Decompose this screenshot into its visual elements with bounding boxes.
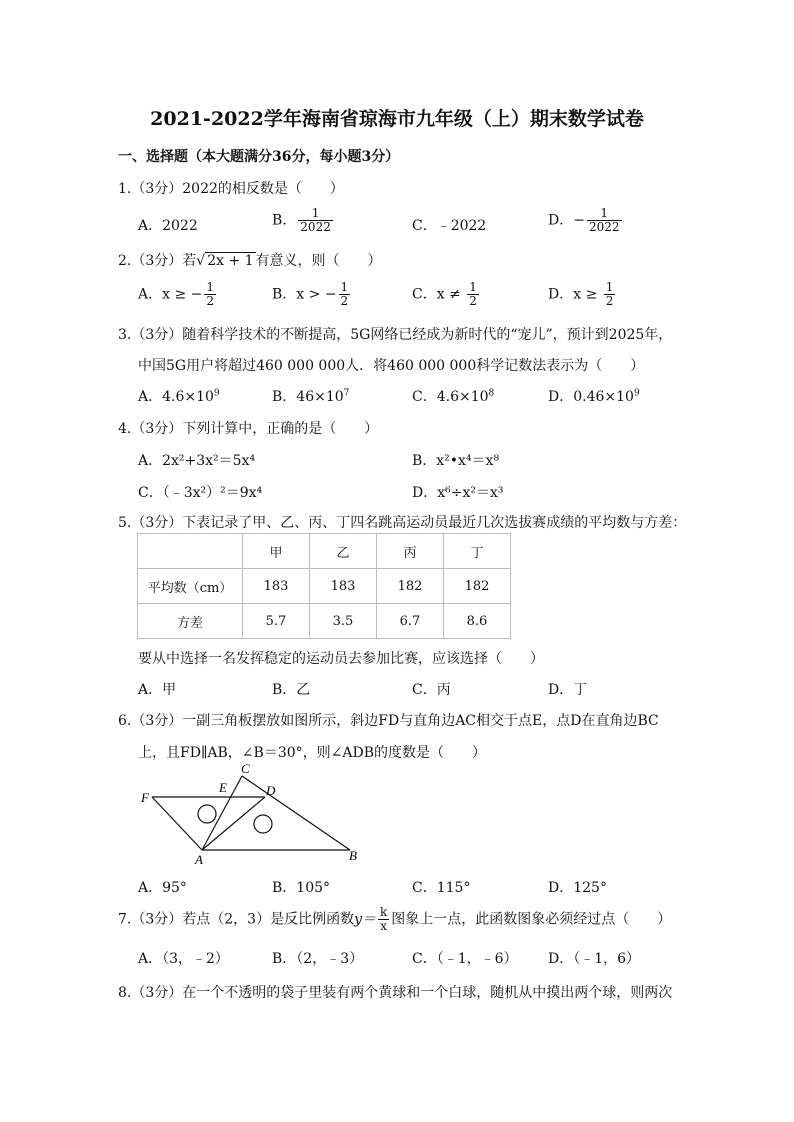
question-4-stem: 4.（3分）下列计算中，正确的是（ ） bbox=[118, 421, 379, 437]
table-row bbox=[138, 604, 511, 639]
question-6-line2: 上，且FD∥AB，∠B＝30°，则∠ADB的度数是（ ） bbox=[138, 745, 486, 761]
question-6-line1: 6.（3分）一副三角板摆放如图所示，斜边FD与直角边AC相交于点E，点D在直角边BC bbox=[118, 713, 659, 729]
table-cell: 甲 bbox=[243, 534, 310, 569]
section-heading: 一、选择题（本大题满分36分，每小题3分） bbox=[118, 149, 400, 165]
label-B: B bbox=[349, 848, 357, 863]
page-title: 2021-2022学年海南省琼海市九年级（上）期末数学试卷 bbox=[150, 108, 644, 130]
q2-option-b: B．x > − $\frac{1}{2}$ bbox=[272, 280, 349, 308]
q1-option-b: B． $\frac{1}{2022}$ bbox=[272, 206, 331, 234]
q7-option-b: B．（2，﹣3） bbox=[272, 951, 364, 967]
q3-option-a: A．$4.6\times 10^9$ bbox=[138, 388, 220, 405]
label-F: F bbox=[141, 790, 149, 805]
q3-option-c: C．$4.6\times 10^8$ bbox=[412, 388, 495, 405]
q5-option-c: C．丙 bbox=[412, 682, 451, 698]
question-8-line1: 8.（3分）在一个不透明的袋子里装有两个黄球和一个白球，随机从中摸出两个球，则两次 bbox=[118, 985, 673, 1001]
question-1-stem: 1.（3分）2022的相反数是（ ） bbox=[118, 181, 344, 197]
q7-option-a: A．（3，﹣2） bbox=[138, 951, 229, 967]
q6-option-d: D．125° bbox=[548, 880, 607, 896]
q4-option-c: C．（﹣3x²）²＝9x⁴ bbox=[138, 485, 263, 501]
question-5-stem: 5.（3分）下表记录了甲、乙、丙、丁四名跳高运动员最近几次选拔赛成绩的平均数与方差： bbox=[118, 515, 687, 531]
table-cell: 丁 bbox=[444, 534, 511, 569]
label-E: E bbox=[219, 780, 227, 795]
table-cell: 乙 bbox=[310, 534, 377, 569]
q6-option-b: B．105° bbox=[272, 880, 331, 896]
question-2-stem: 2.（3分）若√ 2x + 1 有意义，则（ ） bbox=[118, 253, 382, 269]
question-3-line2: 中国5G用户将超过460 000 000人．将460 000 000科学记数法表示为（ ） bbox=[138, 358, 645, 374]
table-cell: 丙 bbox=[377, 534, 444, 569]
q7-option-d: D．（﹣1，6） bbox=[548, 951, 641, 967]
question-3-line1: 3.（3分）随着科学技术的不断提高，5G网络已经成为新时代的“宠儿”，预计到2025年， bbox=[118, 327, 673, 343]
table-cell: 6.7 bbox=[377, 604, 444, 639]
label-A: A bbox=[195, 852, 203, 867]
q3-option-d: D．$0.46\times 10^9$ bbox=[548, 388, 640, 405]
table-cell: 3.5 bbox=[310, 604, 377, 639]
table-cell: 方差 bbox=[138, 604, 243, 639]
table-header-row bbox=[138, 534, 511, 569]
q4-option-d: D．x⁶÷x²＝x³ bbox=[412, 485, 504, 501]
table-cell: 5.7 bbox=[243, 604, 310, 639]
question-5-followup: 要从中选择一名发挥稳定的运动员去参加比赛，应该选择（ ） bbox=[138, 651, 544, 667]
scores-table bbox=[137, 533, 511, 639]
table-cell: 183 bbox=[243, 569, 310, 604]
triangle-diagram bbox=[135, 762, 375, 868]
table-cell: 183 bbox=[310, 569, 377, 604]
table-cell: 8.6 bbox=[444, 604, 511, 639]
q3-option-b: B．$46\times 10^7$ bbox=[272, 388, 350, 405]
q5-option-a: A．甲 bbox=[138, 682, 177, 698]
q4-option-b: B．x²•x⁴＝x⁸ bbox=[412, 453, 500, 469]
question-7-stem: 7.（3分）若点（2，3）是反比例函数y＝ $\frac{k}{x}$ 图象上一点，此函数图象必须经过点（ ） bbox=[118, 905, 672, 933]
q1-option-a: A．2022 bbox=[138, 218, 198, 234]
label-C: C bbox=[241, 762, 250, 776]
q5-option-d: D．丁 bbox=[548, 682, 588, 698]
q1-option-d: D．− $\frac{1}{2022}$ bbox=[548, 206, 620, 234]
table-row bbox=[138, 569, 511, 604]
q1-option-c: C．﹣2022 bbox=[412, 218, 487, 234]
table-cell: 平均数（cm） bbox=[138, 569, 243, 604]
q6-option-c: C．115° bbox=[412, 880, 471, 896]
q4-option-a: A．2x²+3x²＝5x⁴ bbox=[138, 453, 256, 469]
table-cell bbox=[138, 534, 243, 569]
table-cell: 182 bbox=[444, 569, 511, 604]
q2-option-d: D．x ≥ $\frac{1}{2}$ bbox=[548, 280, 614, 308]
table-cell: 182 bbox=[377, 569, 444, 604]
label-D: D bbox=[266, 783, 276, 798]
q5-option-b: B．乙 bbox=[272, 682, 311, 698]
q6-option-a: A．95° bbox=[138, 880, 187, 896]
q2-option-c: C．x ≠ $\frac{1}{2}$ bbox=[412, 280, 477, 308]
q7-option-c: C．（﹣1，﹣6） bbox=[412, 951, 518, 967]
q2-option-a: A．x ≥ − $\frac{1}{2}$ bbox=[138, 280, 215, 308]
